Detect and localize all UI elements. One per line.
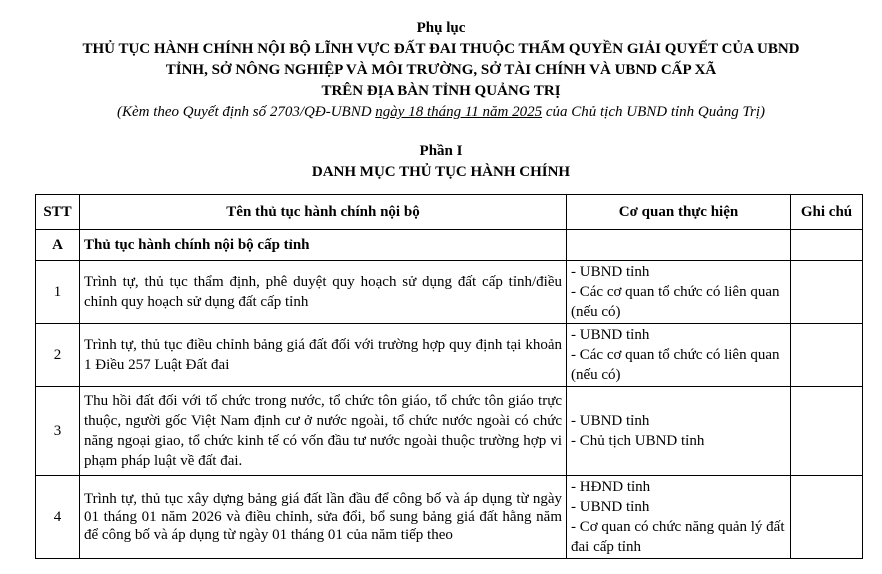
decision-reference-suffix: của Chủ tịch UBND tỉnh Quảng Trị): [542, 104, 765, 120]
section-title: Thủ tục hành chính nội bộ cấp tỉnh: [80, 230, 567, 261]
decision-reference-prefix: (Kèm theo Quyết định số 2703/QĐ-UBND: [116, 104, 376, 120]
part-label: Phần I: [419, 143, 463, 159]
agency-item: - Các cơ quan tổ chức có liên quan (nếu có): [571, 347, 780, 383]
agency-item: - UBND tỉnh: [571, 264, 650, 280]
row-stt: 3: [36, 387, 80, 476]
row-procedure-name: Thu hồi đất đối với tổ chức trong nước, tổ chức tôn giáo, tổ chức tôn giáo trực thuộc, người gốc Việt Nam định cư ở nước ngoài, tổ chức nước ngoài có chức năng ngoại giao, tổ chức kinh tế có vốn đầu tư nước ngoài thuộc trường hợp vi phạm pháp luật về đất đai.: [80, 387, 567, 476]
agency-item: - Cơ quan có chức năng quản lý đất đai cấp tỉnh: [571, 519, 785, 555]
row-note: [791, 261, 863, 324]
header-agency: Cơ quan thực hiện: [567, 195, 791, 230]
section-note-cell: [791, 230, 863, 261]
header-note: Ghi chú: [791, 195, 863, 230]
section-stt: A: [36, 230, 80, 261]
row-procedure-name: Trình tự, thủ tục thẩm định, phê duyệt quy hoạch sử dụng đất cấp tỉnh/điều chỉnh quy hoạch sử dụng đất cấp tỉnh: [80, 261, 567, 324]
header-procedure-name: Tên thủ tục hành chính nội bộ: [80, 195, 567, 230]
agency-item: - HĐND tỉnh: [571, 479, 651, 495]
row-stt: 2: [36, 324, 80, 387]
row-agency: [567, 261, 791, 324]
section-agency-cell: [567, 230, 791, 261]
agency-item: - UBND tỉnh: [571, 499, 650, 515]
agency-item: - Các cơ quan tổ chức có liên quan (nếu có): [571, 284, 780, 320]
row-agency: [567, 476, 791, 559]
decision-reference: [0, 102, 882, 123]
table-row: [36, 387, 863, 476]
table-row: [36, 261, 863, 324]
row-procedure-name: Trình tự, thủ tục xây dựng bảng giá đất lần đầu để công bố và áp dụng từ ngày 01 tháng 01 năm 2026 và điều chỉnh, sửa đổi, bổ sung bảng giá đất hằng năm để công bố và áp dụng từ ngày 01 tháng 01 của năm tiếp theo: [80, 476, 567, 559]
header-stt: STT: [36, 195, 80, 230]
row-agency: [567, 324, 791, 387]
document-header: [0, 18, 882, 183]
agency-item: - UBND tỉnh: [571, 327, 650, 343]
procedures-table: [35, 194, 863, 559]
table-row: [36, 324, 863, 387]
section-row: [36, 230, 863, 261]
decision-date: ngày 18 tháng 11 năm 2025: [375, 104, 543, 120]
appendix-label: Phụ lục: [416, 20, 466, 36]
title-line-2: TỈNH, SỞ NÔNG NGHIỆP VÀ MÔI TRƯỜNG, SỞ TÀI CHÍNH VÀ UBND CẤP XÃ: [165, 62, 717, 78]
table-row: [36, 476, 863, 559]
row-stt: 1: [36, 261, 80, 324]
title-line-1: THỦ TỤC HÀNH CHÍNH NỘI BỘ LĨNH VỰC ĐẤT ĐAI THUỘC THẨM QUYỀN GIẢI QUYẾT CỦA UBND: [82, 41, 800, 57]
table-header-row: [36, 195, 863, 230]
row-procedure-name: Trình tự, thủ tục điều chỉnh bảng giá đất đối với trường hợp quy định tại khoản 1 Điều 257 Luật Đất đai: [80, 324, 567, 387]
row-note: [791, 324, 863, 387]
row-note: [791, 387, 863, 476]
agency-item: - Chủ tịch UBND tỉnh: [571, 433, 705, 449]
title-line-3: TRÊN ĐỊA BÀN TỈNH QUẢNG TRỊ: [321, 83, 561, 99]
row-note: [791, 476, 863, 559]
agency-item: - UBND tỉnh: [571, 413, 650, 429]
part-title: DANH MỤC THỦ TỤC HÀNH CHÍNH: [311, 164, 571, 180]
row-stt: 4: [36, 476, 80, 559]
row-agency: [567, 387, 791, 476]
